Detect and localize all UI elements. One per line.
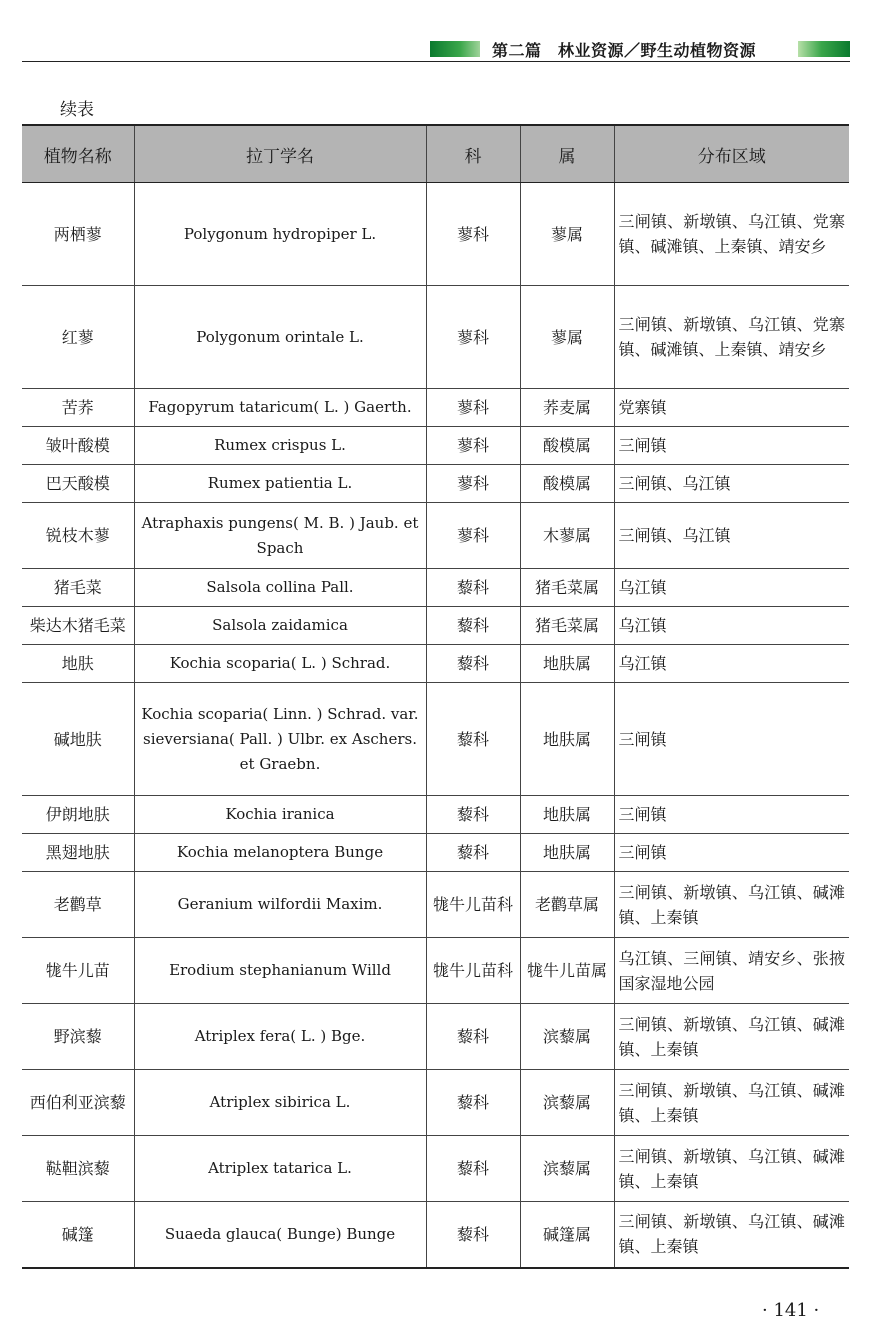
table-row bbox=[22, 569, 849, 607]
region-cell: 乌江镇 bbox=[614, 569, 849, 607]
region-cell: 三闸镇 bbox=[614, 834, 849, 872]
page-number: · 141 · bbox=[762, 1300, 820, 1321]
latin-name-cell: Salsola collina Pall. bbox=[134, 569, 426, 607]
table-row bbox=[22, 465, 849, 503]
genus-cell: 酸模属 bbox=[520, 427, 614, 465]
region-cell: 三闸镇、乌江镇 bbox=[614, 465, 849, 503]
family-cell: 藜科 bbox=[426, 1202, 520, 1268]
plant-name-cell: 皱叶酸模 bbox=[22, 427, 134, 465]
latin-name-cell: Erodium stephanianum Willd bbox=[134, 938, 426, 1004]
family-cell: 藜科 bbox=[426, 1004, 520, 1070]
genus-cell: 酸模属 bbox=[520, 465, 614, 503]
latin-name-cell: Salsola zaidamica bbox=[134, 607, 426, 645]
latin-name-cell: Kochia melanoptera Bunge bbox=[134, 834, 426, 872]
plant-name-cell: 伊朗地肤 bbox=[22, 796, 134, 834]
column-header-latin: 拉丁学名 bbox=[134, 125, 426, 183]
region-cell: 三闸镇、新墩镇、乌江镇、碱滩镇、上秦镇 bbox=[614, 1004, 849, 1070]
family-cell: 牻牛儿苗科 bbox=[426, 938, 520, 1004]
table-header-row bbox=[22, 125, 849, 183]
table-row bbox=[22, 872, 849, 938]
family-cell: 藜科 bbox=[426, 607, 520, 645]
table-row bbox=[22, 796, 849, 834]
header-rule bbox=[22, 61, 850, 62]
latin-name-cell: Rumex patientia L. bbox=[134, 465, 426, 503]
latin-name-cell: Rumex crispus L. bbox=[134, 427, 426, 465]
table-row bbox=[22, 427, 849, 465]
genus-cell: 滨藜属 bbox=[520, 1070, 614, 1136]
header-title: 第二篇 林业资源／野生动植物资源 bbox=[492, 41, 757, 60]
genus-cell: 地肤属 bbox=[520, 796, 614, 834]
table-row bbox=[22, 607, 849, 645]
table-body bbox=[22, 183, 849, 1268]
family-cell: 蓼科 bbox=[426, 183, 520, 286]
header-bar-left bbox=[430, 41, 480, 57]
family-cell: 蓼科 bbox=[426, 427, 520, 465]
plant-name-cell: 柴达木猪毛菜 bbox=[22, 607, 134, 645]
family-cell: 蓼科 bbox=[426, 503, 520, 569]
genus-cell: 地肤属 bbox=[520, 645, 614, 683]
plant-name-cell: 苦荞 bbox=[22, 389, 134, 427]
family-cell: 藜科 bbox=[426, 1136, 520, 1202]
family-cell: 藜科 bbox=[426, 569, 520, 607]
plant-name-cell: 巴天酸模 bbox=[22, 465, 134, 503]
table-row bbox=[22, 389, 849, 427]
table-row bbox=[22, 183, 849, 286]
plant-name-cell: 碱篷 bbox=[22, 1202, 134, 1268]
region-cell: 乌江镇 bbox=[614, 607, 849, 645]
region-cell: 三闸镇 bbox=[614, 427, 849, 465]
region-cell: 乌江镇 bbox=[614, 645, 849, 683]
plant-name-cell: 地肤 bbox=[22, 645, 134, 683]
plant-name-cell: 西伯利亚滨藜 bbox=[22, 1070, 134, 1136]
plant-name-cell: 鞑靼滨藜 bbox=[22, 1136, 134, 1202]
table-row bbox=[22, 938, 849, 1004]
latin-name-cell: Atriplex sibirica L. bbox=[134, 1070, 426, 1136]
region-cell: 三闸镇、新墩镇、乌江镇、碱滩镇、上秦镇 bbox=[614, 872, 849, 938]
column-header-region: 分布区域 bbox=[614, 125, 849, 183]
plant-name-cell: 两栖蓼 bbox=[22, 183, 134, 286]
latin-name-cell: Polygonum hydropiper L. bbox=[134, 183, 426, 286]
latin-name-cell: Geranium wilfordii Maxim. bbox=[134, 872, 426, 938]
genus-cell: 木蓼属 bbox=[520, 503, 614, 569]
family-cell: 藜科 bbox=[426, 834, 520, 872]
genus-cell: 荞麦属 bbox=[520, 389, 614, 427]
plant-name-cell: 老鹳草 bbox=[22, 872, 134, 938]
genus-cell: 滨藜属 bbox=[520, 1136, 614, 1202]
genus-cell: 蓼属 bbox=[520, 183, 614, 286]
plant-name-cell: 锐枝木蓼 bbox=[22, 503, 134, 569]
table-caption: 续表 bbox=[60, 100, 94, 120]
region-cell: 三闸镇 bbox=[614, 796, 849, 834]
region-cell: 三闸镇、新墩镇、乌江镇、党寨镇、碱滩镇、上秦镇、靖安乡 bbox=[614, 286, 849, 389]
latin-name-cell: Kochia scoparia( L. ) Schrad. bbox=[134, 645, 426, 683]
family-cell: 蓼科 bbox=[426, 465, 520, 503]
region-cell: 党寨镇 bbox=[614, 389, 849, 427]
column-header-name: 植物名称 bbox=[22, 125, 134, 183]
table-row bbox=[22, 286, 849, 389]
table-row bbox=[22, 503, 849, 569]
family-cell: 藜科 bbox=[426, 645, 520, 683]
latin-name-cell: Atriplex fera( L. ) Bge. bbox=[134, 1004, 426, 1070]
table-row bbox=[22, 1136, 849, 1202]
running-header bbox=[22, 36, 850, 62]
family-cell: 牻牛儿苗科 bbox=[426, 872, 520, 938]
latin-name-cell: Atriplex tatarica L. bbox=[134, 1136, 426, 1202]
genus-cell: 地肤属 bbox=[520, 834, 614, 872]
table-row bbox=[22, 1004, 849, 1070]
region-cell: 三闸镇、乌江镇 bbox=[614, 503, 849, 569]
latin-name-cell: Suaeda glauca( Bunge) Bunge bbox=[134, 1202, 426, 1268]
region-cell: 三闸镇、新墩镇、乌江镇、党寨镇、碱滩镇、上秦镇、靖安乡 bbox=[614, 183, 849, 286]
latin-name-cell: Atraphaxis pungens( M. B. ) Jaub. et Spach bbox=[134, 503, 426, 569]
family-cell: 藜科 bbox=[426, 1070, 520, 1136]
column-header-family: 科 bbox=[426, 125, 520, 183]
genus-cell: 蓼属 bbox=[520, 286, 614, 389]
genus-cell: 猪毛菜属 bbox=[520, 607, 614, 645]
family-cell: 蓼科 bbox=[426, 389, 520, 427]
plant-name-cell: 牻牛儿苗 bbox=[22, 938, 134, 1004]
genus-cell: 老鹳草属 bbox=[520, 872, 614, 938]
plant-name-cell: 黑翅地肤 bbox=[22, 834, 134, 872]
latin-name-cell: Kochia iranica bbox=[134, 796, 426, 834]
plant-table bbox=[22, 124, 849, 1269]
plant-name-cell: 红蓼 bbox=[22, 286, 134, 389]
region-cell: 三闸镇、新墩镇、乌江镇、碱滩镇、上秦镇 bbox=[614, 1070, 849, 1136]
region-cell: 乌江镇、三闸镇、靖安乡、张掖国家湿地公园 bbox=[614, 938, 849, 1004]
plant-name-cell: 猪毛菜 bbox=[22, 569, 134, 607]
plant-name-cell: 野滨藜 bbox=[22, 1004, 134, 1070]
table-row bbox=[22, 1070, 849, 1136]
latin-name-cell: Polygonum orintale L. bbox=[134, 286, 426, 389]
family-cell: 藜科 bbox=[426, 683, 520, 796]
genus-cell: 牻牛儿苗属 bbox=[520, 938, 614, 1004]
table-row bbox=[22, 645, 849, 683]
region-cell: 三闸镇、新墩镇、乌江镇、碱滩镇、上秦镇 bbox=[614, 1136, 849, 1202]
genus-cell: 地肤属 bbox=[520, 683, 614, 796]
header-bar-right bbox=[798, 41, 850, 57]
latin-name-cell: Kochia scoparia( Linn. ) Schrad. var. sieversiana( Pall. ) Ulbr. ex Aschers. et Graebn. bbox=[134, 683, 426, 796]
genus-cell: 滨藜属 bbox=[520, 1004, 614, 1070]
latin-name-cell: Fagopyrum tataricum( L. ) Gaerth. bbox=[134, 389, 426, 427]
genus-cell: 猪毛菜属 bbox=[520, 569, 614, 607]
table-row bbox=[22, 1202, 849, 1268]
plant-name-cell: 碱地肤 bbox=[22, 683, 134, 796]
table-row bbox=[22, 683, 849, 796]
column-header-genus: 属 bbox=[520, 125, 614, 183]
genus-cell: 碱篷属 bbox=[520, 1202, 614, 1268]
region-cell: 三闸镇 bbox=[614, 683, 849, 796]
table-row bbox=[22, 834, 849, 872]
family-cell: 藜科 bbox=[426, 796, 520, 834]
family-cell: 蓼科 bbox=[426, 286, 520, 389]
region-cell: 三闸镇、新墩镇、乌江镇、碱滩镇、上秦镇 bbox=[614, 1202, 849, 1268]
